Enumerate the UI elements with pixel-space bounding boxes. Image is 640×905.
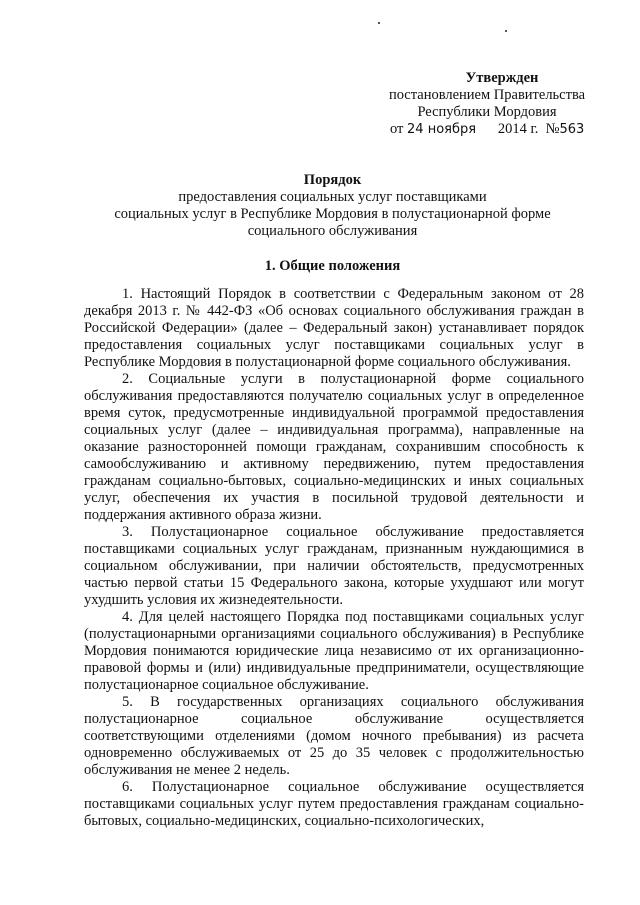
date-year: 2014 г. [497,121,539,137]
scan-speck [378,22,380,24]
section-heading: 1. Общие положения [264,258,401,274]
approval-date [372,121,602,138]
approval-stamp [372,70,602,138]
document-subtitle-line: социальных услуг в Республике Мордовия в полустационарной форме [114,206,551,222]
paragraph: 1. Настоящий Порядок в соответствии с Федеральным законом от 28 декабря 2013 г. № 442-ФЗ «Об основах социального обслуживания граждан в Российской Федерации» (далее – Федеральный закон) устанавливает порядок предоставления социальных услуг поставщиками социальных услуг в Республике Мордовия в полустационарной форме социального обслуживания. [84,286,584,370]
document-subtitle-line: социального обслуживания [247,223,418,239]
paragraph: 3. Полустационарное социальное обслуживание предоставляется поставщиками социальных услуг гражданам, признанным нуждающимися в социальном обслуживании, при наличии обстоятельств, предусмотренных частью первой статьи 15 Федерального закона, которые ухудшают или могут ухудшить условия их жизнедеятельности. [84,524,584,608]
paragraph: 5. В государственных организациях социального обслуживания полустационарное социальное обслуживание осуществляется соответствующими отделениями (домом ночного пребывания) из расчета одновременно обслуживаемых от 25 до 35 человек с продолжительностью обслуживания не менее 2 недель. [84,694,584,778]
paragraph: 6. Полустационарное социальное обслуживание осуществляется поставщиками социальных услуг путем предоставления гражданам социально-бытовых, социально-медицинских, социально-психологических, [84,779,584,829]
date-prefix: от [390,121,404,137]
paragraph: 2. Социальные услуги в полустационарной форме социального обслуживания предоставляются получателю социальных услуг в определенное время суток, предусмотренные индивидуальной программой предоставления социальных услуг (далее – индивидуальная программа), направленные на оказание разносторонней помощи гражданам, сохранившим способность к самообслуживанию и активному передвижению, путем предоставления гражданам социально-бытовых, социально-медицинских и иных социальных услуг, обеспечения их участия в посильной трудовой деятельности и поддержания активного образа жизни. [84,371,584,523]
approval-title: Утвержден [465,70,539,86]
approval-line: постановлением Правительства [388,87,586,103]
number-sign: № [545,121,560,137]
scan-speck [505,30,507,32]
decree-number: 563 [559,122,585,137]
date-day-month: 24 ноября [407,122,477,137]
approval-line: Республики Мордовия [417,104,557,120]
document-title-block [60,172,605,240]
document-title: Порядок [303,172,362,188]
paragraph: 4. Для целей настоящего Порядка под поставщиками социальных услуг (полустационарными организациями социального обслуживания) в Республике Мордовия понимаются юридические лица независимо от их организационно-правовой формы и (или) индивидуальные предприниматели, осуществляющие полустационарное социальное обслуживание. [84,609,584,693]
document-body [84,286,584,830]
document-subtitle-line: предоставления социальных услуг поставщиками [178,189,487,205]
